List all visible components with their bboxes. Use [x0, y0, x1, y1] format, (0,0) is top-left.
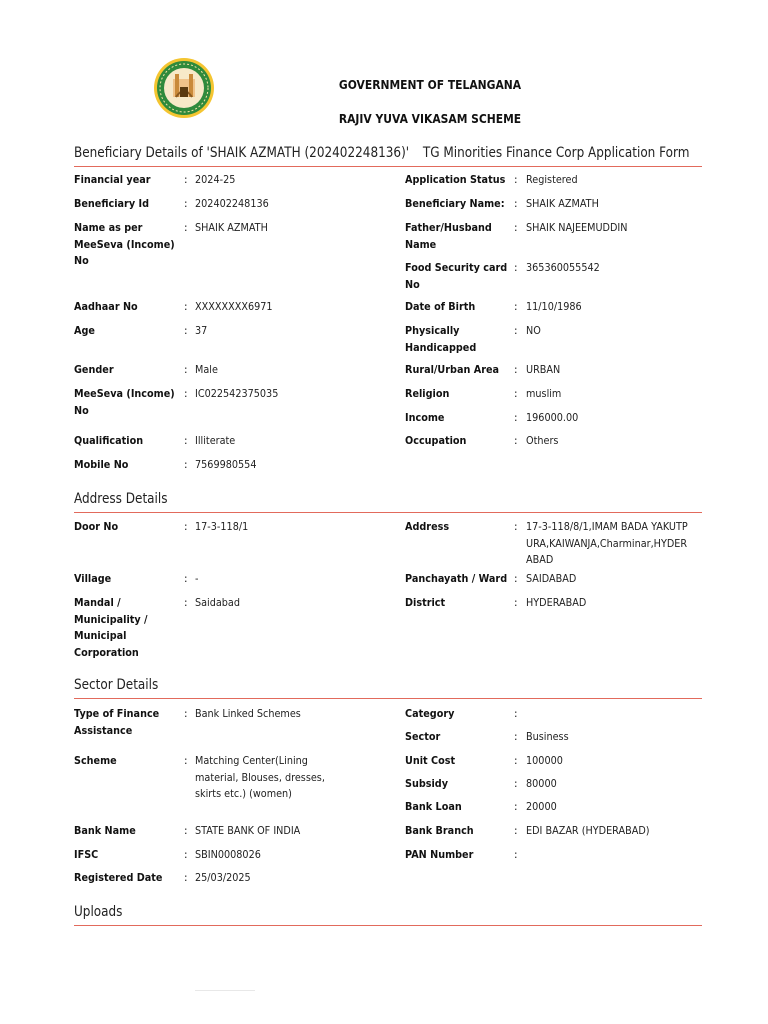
divider — [195, 990, 255, 991]
sector-section-header — [74, 677, 702, 699]
address-section-header — [74, 491, 702, 513]
form-heading: TG Minorities Finance Corp Application Form — [422, 145, 690, 161]
sector-heading: Sector Details — [74, 677, 159, 693]
beneficiary-heading: Beneficiary Details of 'SHAIK AZMATH (202402248136)' — [74, 145, 410, 161]
scheme-title: RAJIV YUVA VIKASAM SCHEME — [338, 111, 522, 126]
uploads-heading: Uploads — [74, 904, 123, 920]
uploads-section-header — [74, 904, 702, 926]
telangana-emblem-icon — [153, 57, 215, 119]
beneficiary-section-header — [74, 145, 702, 167]
address-heading: Address Details — [74, 491, 168, 507]
government-title: GOVERNMENT OF TELANGANA — [338, 77, 522, 92]
application-form-page: GOVERNMENT OF TELANGANA RAJIV YUVA VIKASAM SCHEME Beneficiary Details of 'SHAIK AZMATH (202402248136)' TG Minorities Finance Corp Application Form Financial year : 2024-25 Application Status : Registered Beneficiary Id : 202402248136 Beneficiary Name: : SHAIK AZMATH Name as per MeeSeva (Income) No : SHAIK AZMATH Father/Husband Name : SHAIK NAJEEMUDDIN Food Security card No : 365360055542 Aadhaar No : XXXXXXXX6971 Date of Birth : 11/10/1986 Age : 37 Physically Handicapped : NO Gender : Male Rural/Urban Area : URBAN MeeSeva (Income) No : IC022542375035 Religion : muslim Income : 196000.00 Qualification : Illiterate Occupation : Others Mobile No : 7569980554 Address Details Door No : 17-3-118/1 Address : 17-3-118/8/1,IMAM BADA YAKUTPURA,KAIWANJA,Charminar,HYDERABAD Village : - Panchayath / Ward : SAIDABAD Mandal / Municipality / Municipal Corporation : Saidabad District : HYDERABAD Sector Details Type of Finance Assistance : Bank Linked Schemes Category : Sector : Business Scheme : Matching Center(Lining material, Blouses, dresses, skirts etc.) (women) Unit Cost : 100000 Subsidy : 80000 Bank Loan : 20000 Bank Name : STATE BANK OF INDIA Bank Branch : EDI BAZAR (HYDERABAD) IFSC : SBIN0008026 PAN Number : Registered Date : 25/03/2025 Uploads — [0, 0, 768, 1024]
